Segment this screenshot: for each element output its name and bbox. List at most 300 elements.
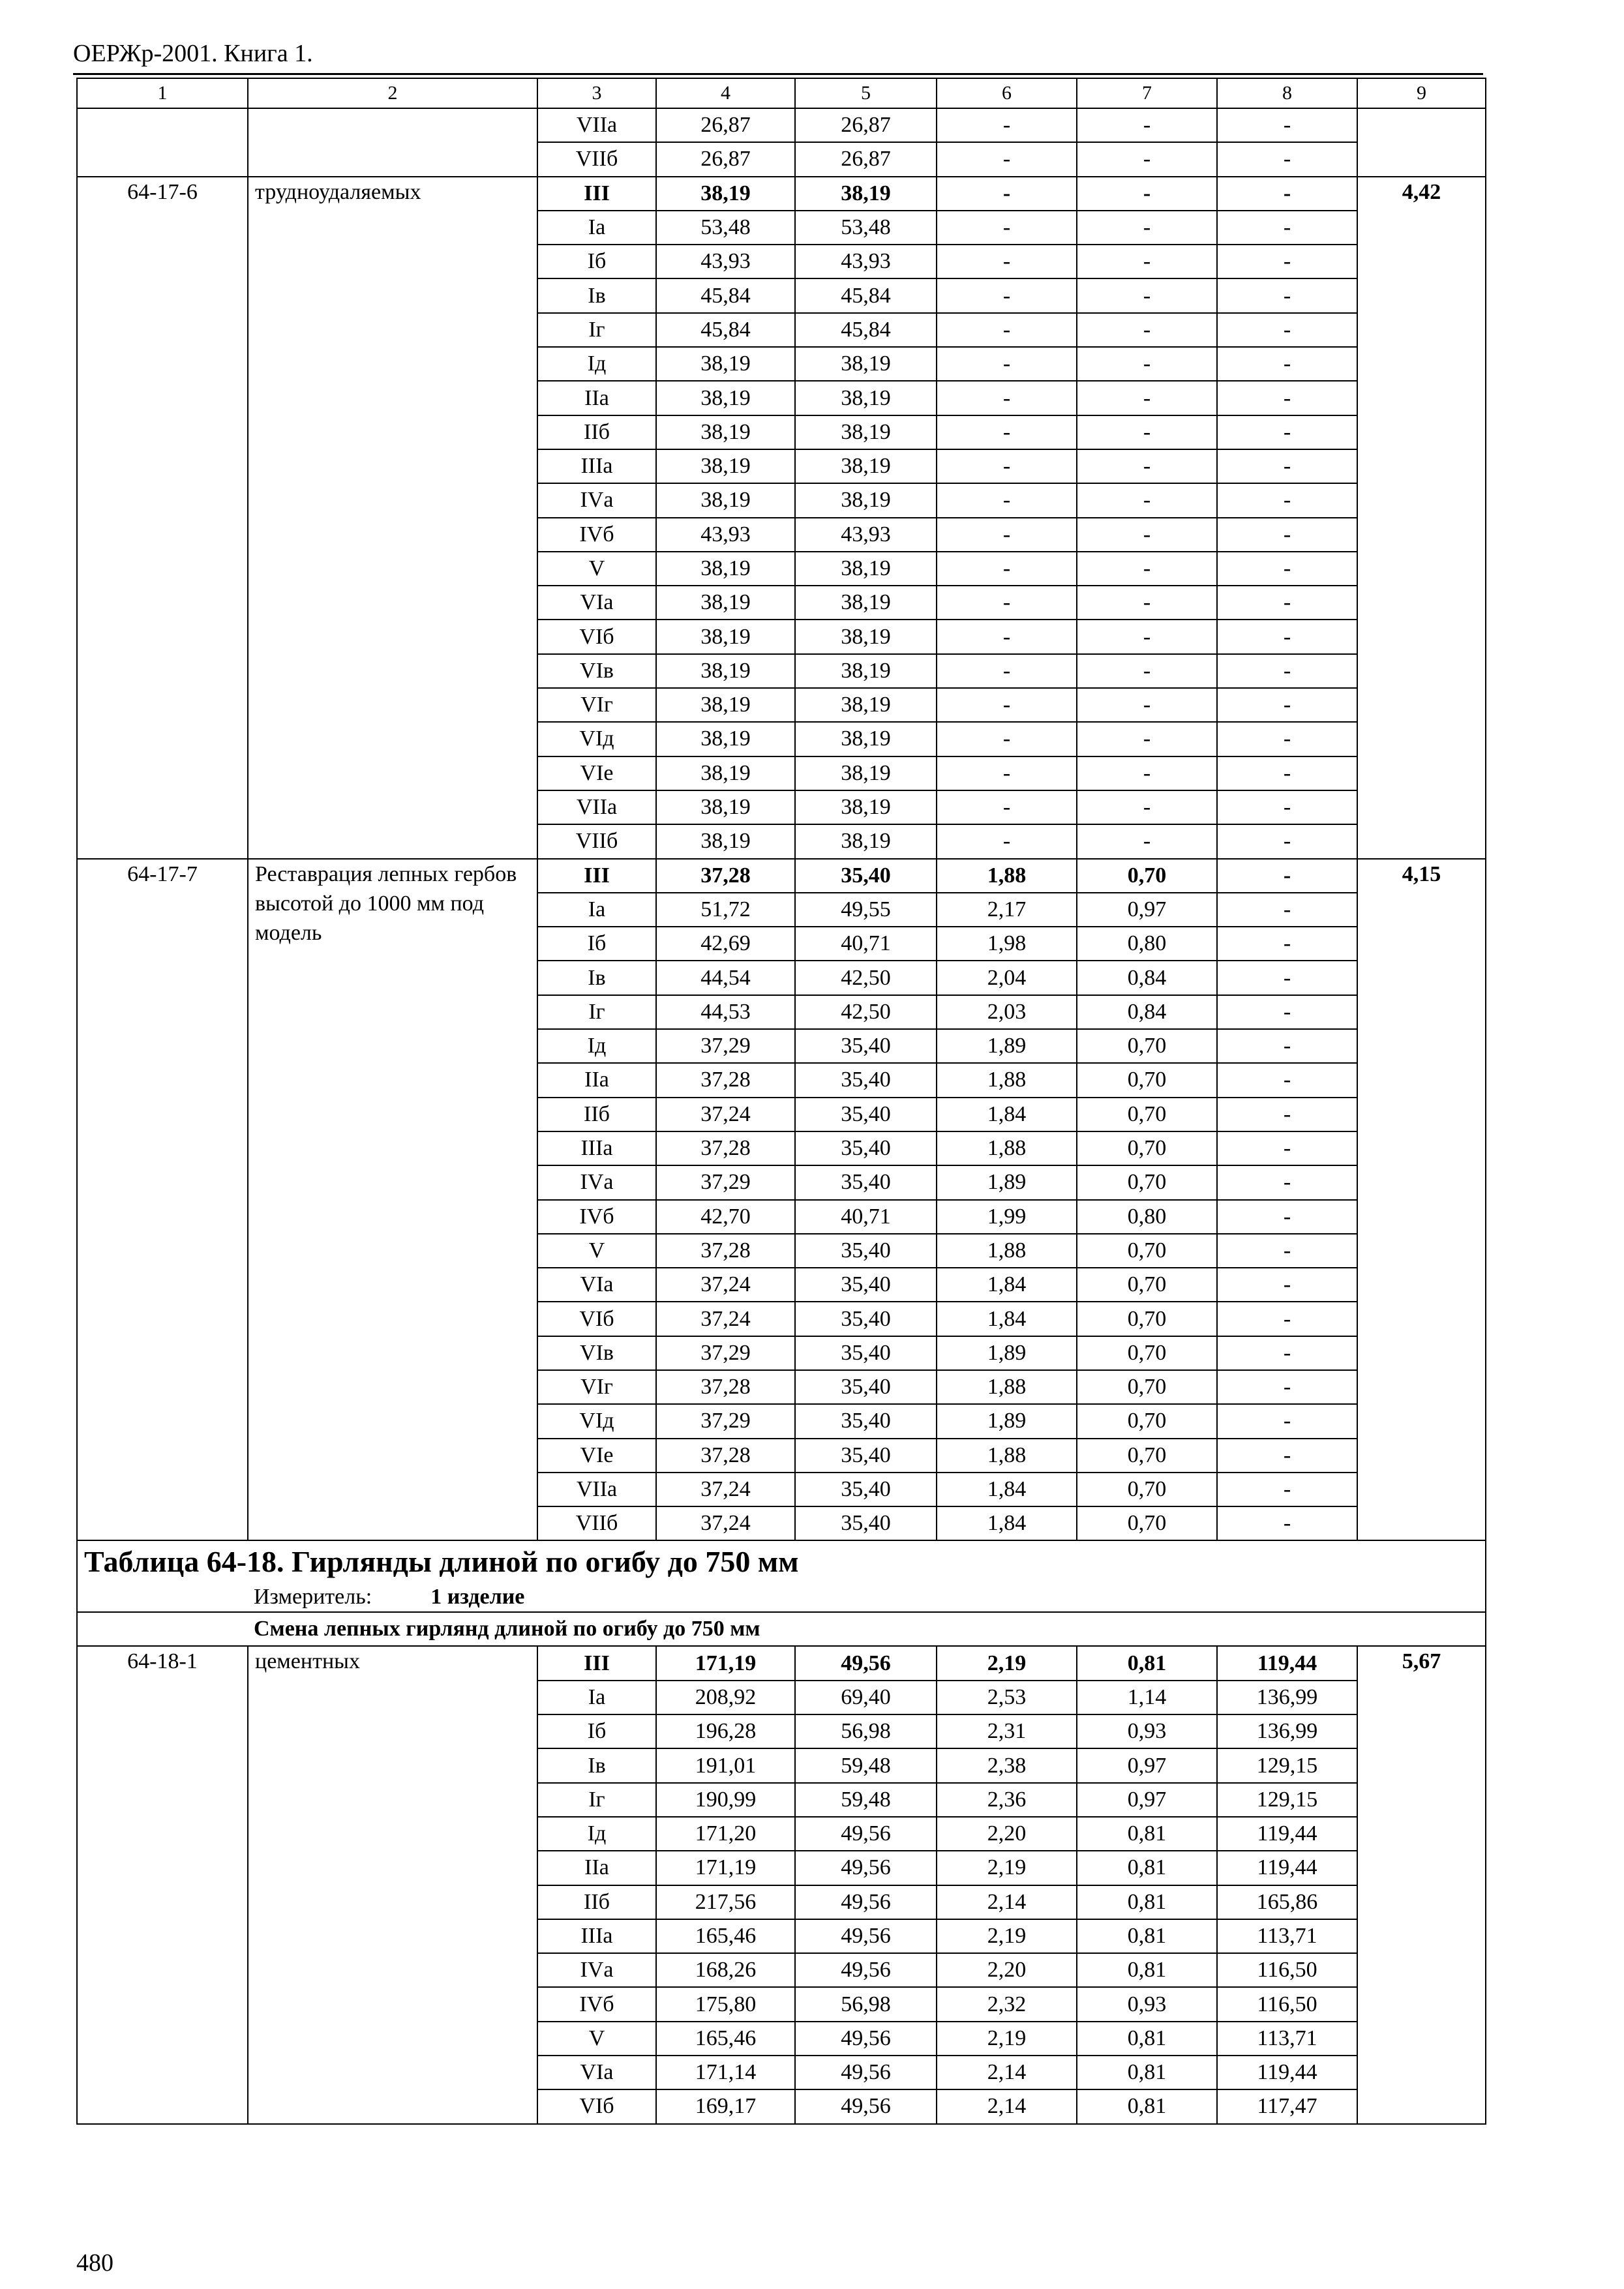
value-cell: - (1217, 211, 1357, 245)
value-cell: 0,80 (1077, 927, 1217, 961)
value-cell: 37,28 (656, 1234, 795, 1268)
value-cell: 136,99 (1217, 1681, 1357, 1714)
region-cell: Iа (537, 1681, 656, 1714)
value-cell: 0,70 (1077, 1404, 1217, 1438)
value-cell: 0,70 (1077, 1302, 1217, 1336)
value-cell: 1,88 (937, 859, 1077, 893)
value-cell: 1,88 (937, 1063, 1077, 1097)
value-cell: - (1077, 824, 1217, 858)
region-cell: VIе (537, 1439, 656, 1473)
value-cell: - (1217, 552, 1357, 586)
region-cell: IIа (537, 1063, 656, 1097)
region-cell: III (537, 1646, 656, 1680)
value-cell: 53,48 (795, 211, 937, 245)
value-cell: 49,56 (795, 1953, 937, 1987)
value-cell: 38,19 (795, 381, 937, 415)
value-cell: - (937, 142, 1077, 176)
value-cell: 119,44 (1217, 1817, 1357, 1851)
value-cell: 49,56 (795, 1817, 937, 1851)
value-cell: - (1217, 347, 1357, 381)
column-header: 3 (537, 78, 656, 108)
value-cell: 113,71 (1217, 1919, 1357, 1953)
value-cell: 1,84 (937, 1098, 1077, 1131)
value-cell: 2,53 (937, 1681, 1077, 1714)
value-cell: - (1217, 1473, 1357, 1506)
value-cell: 38,19 (656, 177, 795, 211)
value-cell: 35,40 (795, 1063, 937, 1097)
value-cell: 38,19 (656, 722, 795, 756)
value-cell: 165,46 (656, 2022, 795, 2056)
value-cell: - (1217, 1029, 1357, 1063)
value-cell: - (937, 586, 1077, 620)
value-cell: - (1077, 108, 1217, 142)
value-cell: - (1217, 688, 1357, 722)
region-cell: VIIб (537, 824, 656, 858)
value-cell: 2,32 (937, 1987, 1077, 2021)
value-cell: 38,19 (656, 552, 795, 586)
value-cell: 35,40 (795, 1506, 937, 1540)
value-cell: - (1077, 722, 1217, 756)
value-cell: - (937, 177, 1077, 211)
column-header: 2 (248, 78, 537, 108)
region-cell: VIб (537, 2089, 656, 2123)
value-cell: 35,40 (795, 1439, 937, 1473)
value-cell: 35,40 (795, 1234, 937, 1268)
value-cell: 0,81 (1077, 2022, 1217, 2056)
value-cell: - (1217, 1063, 1357, 1097)
value-cell: - (1077, 245, 1217, 278)
value-cell: - (1217, 449, 1357, 483)
region-cell: III (537, 177, 656, 211)
value-cell: - (937, 620, 1077, 653)
value-cell: 49,56 (795, 2022, 937, 2056)
value-cell: - (1217, 177, 1357, 211)
value-cell: 38,19 (795, 347, 937, 381)
item-code: 64-18-1 (77, 1646, 248, 2123)
value-cell: - (1077, 756, 1217, 790)
value-cell: - (937, 381, 1077, 415)
value-cell: 165,86 (1217, 1885, 1357, 1919)
region-cell: IVб (537, 1200, 656, 1234)
value-cell: 38,19 (656, 415, 795, 449)
value-cell: 42,69 (656, 927, 795, 961)
value-cell: 171,14 (656, 2056, 795, 2089)
region-cell: VIб (537, 620, 656, 653)
item-code: 64-17-6 (77, 177, 248, 859)
value-cell: 35,40 (795, 1268, 937, 1302)
value-cell: - (1217, 142, 1357, 176)
col9-value: 4,15 (1357, 859, 1486, 1541)
value-cell: 37,28 (656, 1439, 795, 1473)
table-title-row (77, 1540, 1486, 1583)
value-cell: 38,19 (795, 790, 937, 824)
value-cell: 0,70 (1077, 1473, 1217, 1506)
value-cell: - (1217, 893, 1357, 927)
value-cell: 116,50 (1217, 1987, 1357, 2021)
value-cell: 119,44 (1217, 1851, 1357, 1885)
value-cell: - (1077, 586, 1217, 620)
value-cell: 0,81 (1077, 1953, 1217, 1987)
value-cell: 38,19 (656, 586, 795, 620)
region-cell: Iв (537, 961, 656, 995)
region-cell: Iб (537, 1714, 656, 1748)
document-header-title: ОЕРЖр-2001. Книга 1. (73, 40, 313, 67)
column-header: 6 (937, 78, 1077, 108)
value-cell: 129,15 (1217, 1783, 1357, 1817)
value-cell: 35,40 (795, 1165, 937, 1199)
item-name: Реставрация лепных гербов высотой до 1000 мм под модель (248, 859, 537, 1541)
value-cell: 38,19 (795, 688, 937, 722)
value-cell: 2,14 (937, 2089, 1077, 2123)
section-row (77, 1612, 1486, 1646)
value-cell: 208,92 (656, 1681, 795, 1714)
column-header: 5 (795, 78, 937, 108)
value-cell: 38,19 (656, 654, 795, 688)
region-cell: VIд (537, 1404, 656, 1438)
value-cell: 40,71 (795, 1200, 937, 1234)
value-cell: - (1077, 347, 1217, 381)
value-cell: 40,71 (795, 927, 937, 961)
value-cell: 38,19 (795, 654, 937, 688)
value-cell: 0,97 (1077, 1783, 1217, 1817)
value-cell: - (1077, 790, 1217, 824)
value-cell: 38,19 (795, 177, 937, 211)
value-cell: 43,93 (656, 518, 795, 552)
value-cell: - (937, 347, 1077, 381)
value-cell: 38,19 (656, 620, 795, 653)
value-cell: 37,28 (656, 859, 795, 893)
column-header: 1 (77, 78, 248, 108)
value-cell: 0,84 (1077, 961, 1217, 995)
value-cell: 42,50 (795, 961, 937, 995)
value-cell: 0,70 (1077, 1165, 1217, 1199)
value-cell: 53,48 (656, 211, 795, 245)
value-cell: - (937, 245, 1077, 278)
value-cell: 0,70 (1077, 1370, 1217, 1404)
value-cell: 37,24 (656, 1098, 795, 1131)
value-cell: 38,19 (656, 483, 795, 517)
column-header: 9 (1357, 78, 1486, 108)
value-cell: - (1077, 415, 1217, 449)
value-cell: 0,70 (1077, 1131, 1217, 1165)
value-cell: - (1077, 278, 1217, 312)
value-cell: - (937, 483, 1077, 517)
value-cell: 171,19 (656, 1851, 795, 1885)
value-cell: - (1077, 688, 1217, 722)
value-cell: 35,40 (795, 1473, 937, 1506)
value-cell: 49,56 (795, 1885, 937, 1919)
value-cell: 2,36 (937, 1783, 1077, 1817)
value-cell: 171,19 (656, 1646, 795, 1680)
value-cell: - (937, 688, 1077, 722)
value-cell: 2,14 (937, 2056, 1077, 2089)
region-cell: VIIа (537, 108, 656, 142)
value-cell: 0,84 (1077, 995, 1217, 1029)
region-cell: IIб (537, 1098, 656, 1131)
value-cell: 44,54 (656, 961, 795, 995)
region-cell: VIIб (537, 1506, 656, 1540)
value-cell: 37,29 (656, 1404, 795, 1438)
page-number: 480 (76, 2249, 113, 2277)
value-cell: 2,19 (937, 1919, 1077, 1953)
measure-cell (77, 1583, 1486, 1612)
region-cell: VIIб (537, 142, 656, 176)
value-cell: 1,88 (937, 1131, 1077, 1165)
measure-value: 1 изделие (430, 1585, 525, 1609)
value-cell: - (1077, 654, 1217, 688)
value-cell: 0,70 (1077, 1268, 1217, 1302)
value-cell: - (1217, 1165, 1357, 1199)
value-cell: 0,70 (1077, 1029, 1217, 1063)
value-cell: - (1217, 1234, 1357, 1268)
value-cell: - (1217, 995, 1357, 1029)
region-cell: IIIа (537, 1131, 656, 1165)
value-cell: 38,19 (795, 586, 937, 620)
value-cell: 26,87 (656, 108, 795, 142)
region-cell: Iд (537, 347, 656, 381)
value-cell: 38,19 (795, 620, 937, 653)
value-cell: 69,40 (795, 1681, 937, 1714)
value-cell: 45,84 (656, 313, 795, 347)
value-cell: 129,15 (1217, 1748, 1357, 1782)
value-cell: - (937, 552, 1077, 586)
value-cell: - (1217, 1268, 1357, 1302)
table-row (77, 177, 1486, 211)
region-cell: Iв (537, 278, 656, 312)
value-cell: - (1217, 790, 1357, 824)
value-cell: 217,56 (656, 1885, 795, 1919)
value-cell: 56,98 (795, 1987, 937, 2021)
value-cell: 0,81 (1077, 2056, 1217, 2089)
value-cell: 59,48 (795, 1748, 937, 1782)
item-code (77, 108, 248, 177)
value-cell: 113,71 (1217, 2022, 1357, 2056)
value-cell: 49,55 (795, 893, 937, 927)
value-cell: 2,20 (937, 1953, 1077, 1987)
value-cell: 0,70 (1077, 1506, 1217, 1540)
value-cell: 37,28 (656, 1063, 795, 1097)
section-heading: Смена лепных гирлянд длиной по огибу до 750 мм (77, 1612, 1486, 1646)
measure-row (77, 1583, 1486, 1612)
value-cell: 38,19 (656, 449, 795, 483)
value-cell: - (937, 518, 1077, 552)
value-cell: 49,56 (795, 2089, 937, 2123)
region-cell: V (537, 1234, 656, 1268)
col9-value (1357, 108, 1486, 177)
value-cell: 38,19 (795, 756, 937, 790)
value-cell: 35,40 (795, 859, 937, 893)
value-cell: 38,19 (795, 415, 937, 449)
col9-value: 5,67 (1357, 1646, 1486, 2123)
value-cell: 1,89 (937, 1404, 1077, 1438)
column-header-row (77, 78, 1486, 108)
value-cell: 119,44 (1217, 2056, 1357, 2089)
region-cell: Iа (537, 211, 656, 245)
value-cell: - (1217, 586, 1357, 620)
price-table (76, 78, 1486, 2125)
region-cell: V (537, 552, 656, 586)
region-cell: VIг (537, 1370, 656, 1404)
value-cell: - (937, 211, 1077, 245)
value-cell: 49,56 (795, 1646, 937, 1680)
value-cell: 49,56 (795, 2056, 937, 2089)
table-body (77, 78, 1486, 2124)
value-cell: 56,98 (795, 1714, 937, 1748)
value-cell: - (1217, 1439, 1357, 1473)
value-cell: 1,99 (937, 1200, 1077, 1234)
value-cell: 117,47 (1217, 2089, 1357, 2123)
region-cell: VIг (537, 688, 656, 722)
value-cell: 26,87 (795, 108, 937, 142)
value-cell: 38,19 (656, 381, 795, 415)
value-cell: - (1217, 756, 1357, 790)
value-cell: 38,19 (795, 449, 937, 483)
item-code: 64-17-7 (77, 859, 248, 1541)
value-cell: - (937, 824, 1077, 858)
value-cell: 26,87 (795, 142, 937, 176)
table-row (77, 859, 1486, 893)
region-cell: Iв (537, 1748, 656, 1782)
value-cell: - (1217, 722, 1357, 756)
region-cell: VIIа (537, 790, 656, 824)
value-cell: 43,93 (656, 245, 795, 278)
region-cell: IIа (537, 1851, 656, 1885)
value-cell: 0,81 (1077, 1885, 1217, 1919)
value-cell: - (937, 108, 1077, 142)
value-cell: 2,19 (937, 1851, 1077, 1885)
value-cell: 0,81 (1077, 2089, 1217, 2123)
value-cell: - (1217, 927, 1357, 961)
value-cell: - (937, 449, 1077, 483)
value-cell: - (937, 278, 1077, 312)
value-cell: - (1217, 1404, 1357, 1438)
value-cell: - (1217, 620, 1357, 653)
value-cell: 119,44 (1217, 1646, 1357, 1680)
region-cell: VIд (537, 722, 656, 756)
value-cell: 35,40 (795, 1370, 937, 1404)
region-cell: Iб (537, 245, 656, 278)
col9-value: 4,42 (1357, 177, 1486, 859)
value-cell: 26,87 (656, 142, 795, 176)
value-cell: 35,40 (795, 1029, 937, 1063)
value-cell: 1,84 (937, 1473, 1077, 1506)
region-cell: VIа (537, 586, 656, 620)
value-cell: 0,97 (1077, 893, 1217, 927)
value-cell: 2,04 (937, 961, 1077, 995)
item-name: цементных (248, 1646, 537, 2123)
value-cell: 35,40 (795, 1404, 937, 1438)
value-cell: 37,24 (656, 1506, 795, 1540)
value-cell: 196,28 (656, 1714, 795, 1748)
value-cell: - (1077, 313, 1217, 347)
value-cell: - (1077, 142, 1217, 176)
region-cell: IIIа (537, 449, 656, 483)
region-cell: Iб (537, 927, 656, 961)
value-cell: 43,93 (795, 518, 937, 552)
value-cell: 49,56 (795, 1851, 937, 1885)
value-cell: 175,80 (656, 1987, 795, 2021)
region-cell: VIа (537, 2056, 656, 2089)
value-cell: 2,20 (937, 1817, 1077, 1851)
region-cell: III (537, 859, 656, 893)
value-cell: 190,99 (656, 1783, 795, 1817)
region-cell: VIIа (537, 1473, 656, 1506)
value-cell: 35,40 (795, 1131, 937, 1165)
value-cell: 1,88 (937, 1370, 1077, 1404)
value-cell: 116,50 (1217, 1953, 1357, 1987)
value-cell: 0,81 (1077, 1817, 1217, 1851)
column-header: 4 (656, 78, 795, 108)
region-cell: VIб (537, 1302, 656, 1336)
value-cell: 37,29 (656, 1165, 795, 1199)
value-cell: 1,88 (937, 1439, 1077, 1473)
region-cell: Iг (537, 313, 656, 347)
value-cell: 0,97 (1077, 1748, 1217, 1782)
value-cell: - (937, 415, 1077, 449)
value-cell: 2,19 (937, 2022, 1077, 2056)
value-cell: - (937, 756, 1077, 790)
region-cell: V (537, 2022, 656, 2056)
region-cell: VIв (537, 1336, 656, 1370)
region-cell: IVб (537, 518, 656, 552)
value-cell: 37,24 (656, 1268, 795, 1302)
value-cell: 2,19 (937, 1646, 1077, 1680)
region-cell: VIе (537, 756, 656, 790)
value-cell: - (1217, 859, 1357, 893)
value-cell: - (937, 654, 1077, 688)
item-name (248, 108, 537, 177)
value-cell: - (937, 722, 1077, 756)
value-cell: 0,93 (1077, 1714, 1217, 1748)
value-cell: - (1077, 177, 1217, 211)
value-cell: - (1217, 313, 1357, 347)
column-header: 8 (1217, 78, 1357, 108)
value-cell: 51,72 (656, 893, 795, 927)
value-cell: 2,14 (937, 1885, 1077, 1919)
value-cell: - (1217, 654, 1357, 688)
region-cell: Iд (537, 1029, 656, 1063)
value-cell: 0,81 (1077, 1919, 1217, 1953)
value-cell: 49,56 (795, 1919, 937, 1953)
value-cell: 0,70 (1077, 1336, 1217, 1370)
value-cell: 1,89 (937, 1336, 1077, 1370)
value-cell: 38,19 (656, 824, 795, 858)
value-cell: 136,99 (1217, 1714, 1357, 1748)
value-cell: - (1217, 278, 1357, 312)
value-cell: - (1217, 518, 1357, 552)
table-row (77, 1646, 1486, 1680)
value-cell: 0,70 (1077, 1063, 1217, 1097)
value-cell: - (937, 313, 1077, 347)
value-cell: 0,93 (1077, 1987, 1217, 2021)
value-cell: 169,17 (656, 2089, 795, 2123)
region-cell: Iд (537, 1817, 656, 1851)
column-header: 7 (1077, 78, 1217, 108)
value-cell: - (1217, 1506, 1357, 1540)
value-cell: - (1217, 1370, 1357, 1404)
value-cell: 37,28 (656, 1131, 795, 1165)
value-cell: - (937, 790, 1077, 824)
value-cell: 59,48 (795, 1783, 937, 1817)
region-cell: IIб (537, 1885, 656, 1919)
value-cell: 38,19 (656, 688, 795, 722)
value-cell: 43,93 (795, 245, 937, 278)
value-cell: - (1217, 483, 1357, 517)
value-cell: 35,40 (795, 1098, 937, 1131)
value-cell: - (1217, 415, 1357, 449)
value-cell: 1,98 (937, 927, 1077, 961)
item-name: трудноудаляемых (248, 177, 537, 859)
